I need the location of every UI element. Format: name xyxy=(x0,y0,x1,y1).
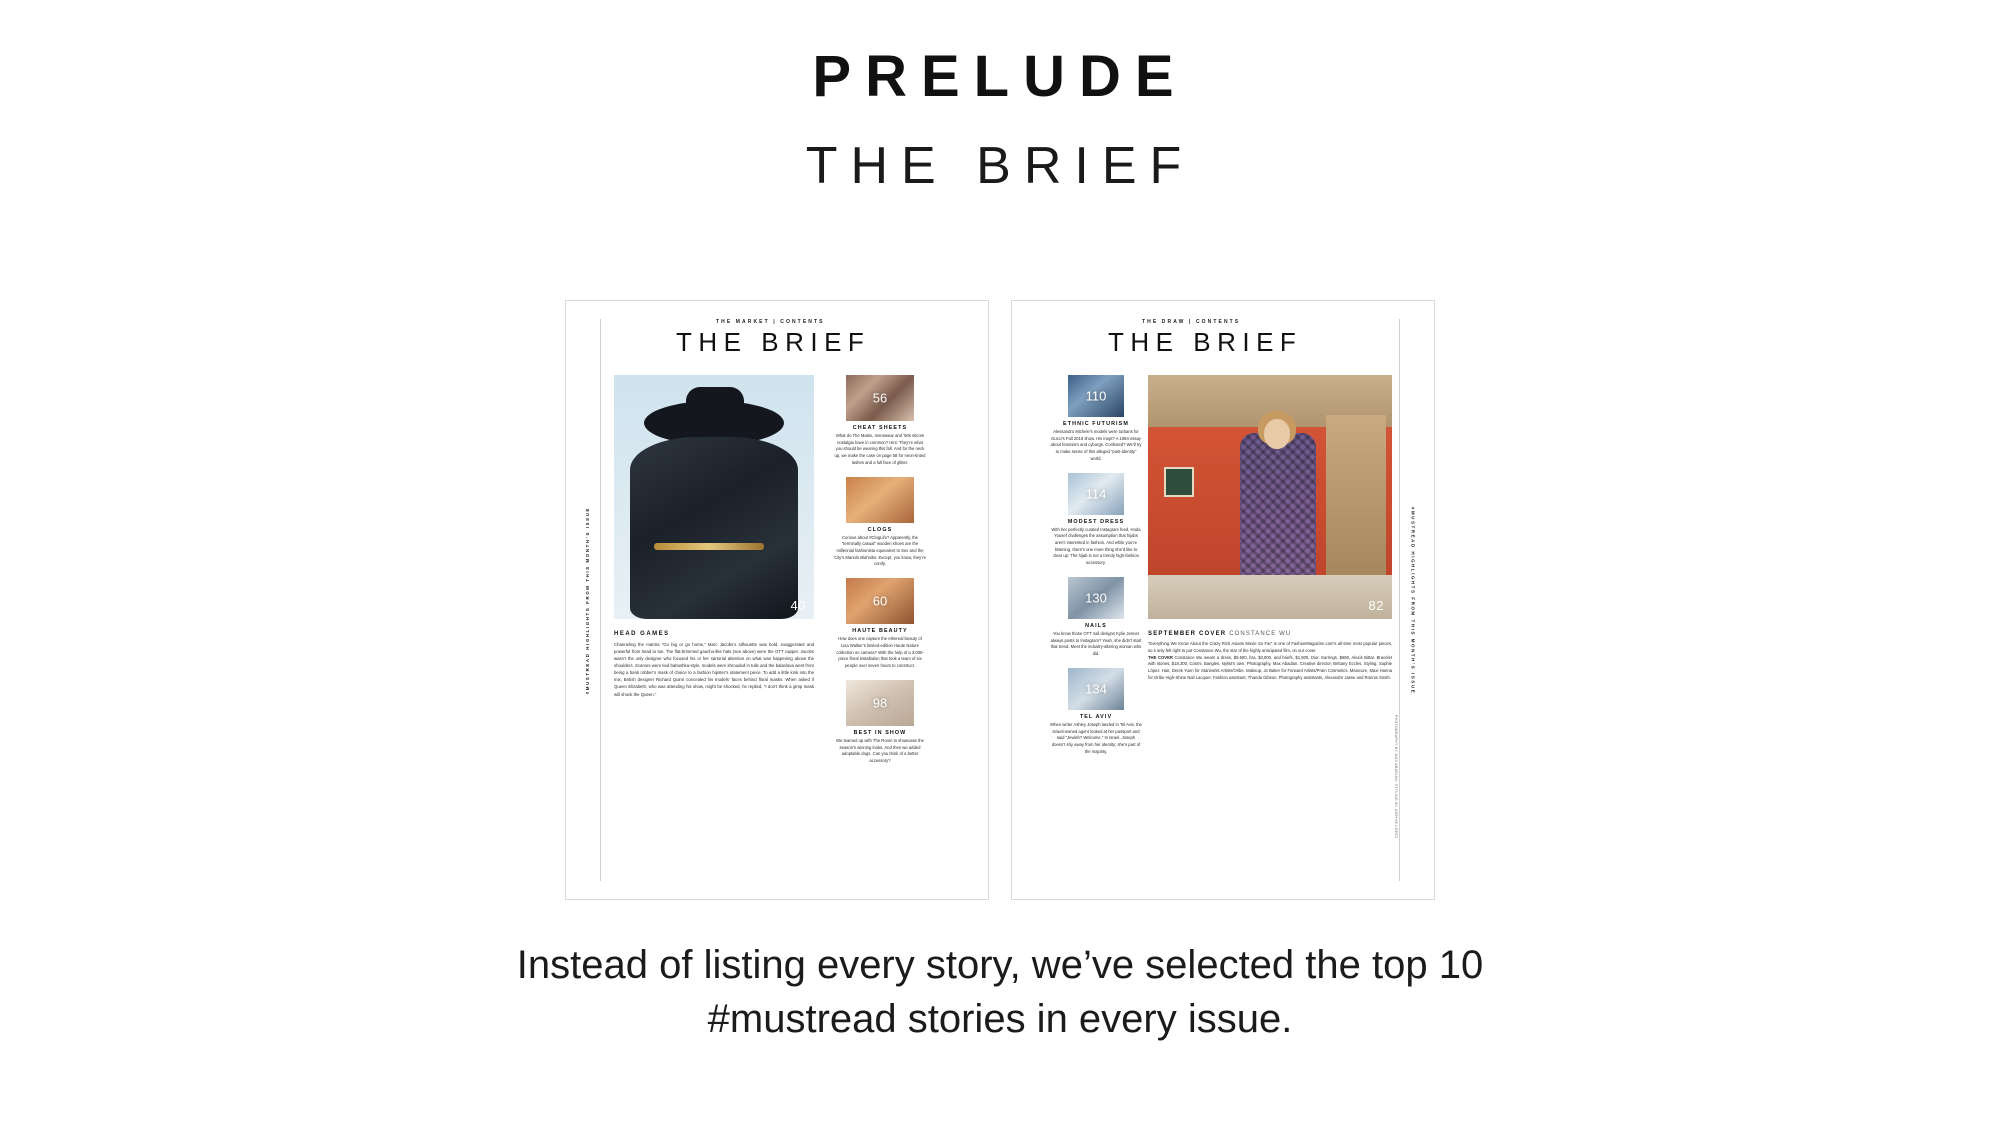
hero-page-number: 40 xyxy=(790,598,806,613)
cover-heading-sub: CONSTANCE WU xyxy=(1229,631,1292,637)
thumbnail-clogs xyxy=(846,477,914,523)
item-body: You know those OTT nail designs Kylie Jenner always posts to Instagram? Yeah, she didn’t start that trend. Meet the industry-altering woman who did. xyxy=(1050,630,1142,657)
item-page-number: 60 xyxy=(872,593,888,609)
list-item xyxy=(1050,375,1142,463)
item-page-number: 110 xyxy=(1085,388,1107,404)
belt-shape xyxy=(654,543,764,550)
page-subtitle: THE BRIEF xyxy=(805,137,1195,195)
item-body: Alessandro Michele’s models were turbans for Gucci’s Fall 2018 show. His inept? A 1984 essay about feminism and cyborgs. Confused? We’ll try to make sense of this alleged “post-identity” world. xyxy=(1050,429,1142,461)
page-title: PRELUDE xyxy=(812,44,1188,109)
item-title: ETHNIC FUTURISM xyxy=(1063,421,1129,427)
item-body: We teamed up with The Room to showcase the season’s winning looks. And then we added adoptable dogs. Can you think of a better accessory? xyxy=(836,737,924,763)
item-title: TEL AVIV xyxy=(1079,713,1113,720)
spine-divider xyxy=(1399,319,1400,881)
item-page-number: 98 xyxy=(872,695,888,711)
thumbnail-ethnic-futurism xyxy=(1068,375,1124,417)
cover-heading-main: SEPTEMBER COVER xyxy=(1148,631,1227,637)
photo-credit: PHOTOGRAPHY BY MAX ABADIAN; STYLING BY SOPHIE LÓPEZ xyxy=(1394,715,1398,839)
item-page-number: 130 xyxy=(1085,590,1107,606)
cover-body-lead: “Everything We Know About the Crazy Rich Asians Movie So Far” is one of FashionMagazine.com’s all-time most popular pieces, so it only felt right to put Constance Wu, the star of the highly anticipated film, on our cover. xyxy=(1148,641,1392,653)
right-page-title: THE BRIEF xyxy=(1108,327,1303,357)
list-item xyxy=(834,680,926,765)
item-title: MODEST DRESS xyxy=(1067,518,1125,525)
list-item xyxy=(1050,577,1142,658)
left-page-contents-rail xyxy=(834,375,926,775)
spine-label: #MUSTREAD HIGHLIGHTS FROM THIS MONTH’S ISSUE xyxy=(1410,507,1416,695)
list-item xyxy=(1050,668,1142,756)
item-body: When writer Ashley Joseph landed in Tel Aviv, the Israeli-owned agent looked at her passport and said “Jewish? Welcome.” In Israel, Joseph doesn’t shy away from her identity; she’s part of the majority. xyxy=(1050,721,1142,754)
item-body: What do The Matrix, menswear and ‘90s sitcom nostalgia have in common? Hint: They’re what you should be wearing this fall. And for the neck up, we make the case on page 58 for neon-tinted lashes and a full face of glitter. xyxy=(834,433,926,465)
right-page-spine-text xyxy=(1400,301,1426,900)
item-title: CHEAT SHEETS xyxy=(852,425,908,431)
framed-art-shape xyxy=(1164,467,1194,497)
thumbnail-best-in-show xyxy=(846,680,914,726)
list-item xyxy=(834,578,926,670)
right-page-contents-rail xyxy=(1050,375,1142,765)
left-page-kicker: THE MARKET | CONTENTS xyxy=(716,319,825,325)
cover-body-credits xyxy=(1148,655,1392,682)
spine-label: #MUSTREAD HIGHLIGHTS FROM THIS MONTH’S ISSUE xyxy=(584,507,590,695)
magazine-spread xyxy=(565,300,1435,900)
list-item xyxy=(834,477,926,569)
story-body: Channeling the mantra “Go big or go home,” Marc Jacobs’s silhouette was bold, exaggerated and powerful from head to toe. The flat-brimmed gaucho-like hats (see above) were the OTT capper. Jacobs wasn’t the only designer who focused his or her sartorial attention on what was happening above the shoulders. Scarves were tied babushka-style, models were shrouded in tulle and the balaclava went from being a bank robber’s mask of choice to a fashion hipster’s statement piece. To add a little kink into the mix, British designer Richard Quinn concealed his models’ faces behind floral masks. When asked if Queen Elizabeth, who was attending his show, might be shocked, he replied, “I don’t think a gimp mask will shock the Queen.” xyxy=(614,642,814,697)
face-shape xyxy=(1264,419,1290,449)
item-page-number: 114 xyxy=(1085,486,1107,502)
hero-image-september-cover xyxy=(1148,375,1392,619)
coat-shape xyxy=(630,437,798,619)
left-page-spine-text xyxy=(574,301,600,900)
item-body: Curious about #ClogLife? Apparently, the “terminally casual” wooden shoes are the millennial fashionista equivalent to Sex and the City’s Manolo Blahniks. Except, you know, they’re comfy. xyxy=(834,534,926,567)
caption-line-1: Instead of listing every story, we’ve selected the top 10 xyxy=(516,943,1484,987)
item-body: How does one capture the ethereal beauty of Lisa Walker’s limited-edition Haute Nature collection on camera? With the help of a 3,000-piece floral installation that took a team of six people over seven hours to construct. xyxy=(836,636,924,669)
floor-shape xyxy=(1148,575,1392,619)
september-cover-block xyxy=(1148,631,1392,682)
caption-line-2: #mustread stories in every issue. xyxy=(707,997,1293,1041)
item-title: CLOGS xyxy=(867,526,893,533)
item-page-number: 56 xyxy=(872,390,888,406)
cover-heading xyxy=(1148,631,1392,637)
thumbnail-haute-beauty xyxy=(846,578,914,624)
list-item xyxy=(1050,473,1142,567)
story-heading: HEAD GAMES xyxy=(614,631,670,637)
thumbnail-cheat-sheets xyxy=(846,375,914,421)
thumbnail-tel-aviv xyxy=(1068,668,1124,710)
story-head-games xyxy=(614,631,814,698)
thumbnail-modest-dress xyxy=(1068,473,1124,515)
slide-caption xyxy=(0,938,2000,1046)
list-item xyxy=(834,375,926,467)
spread-page-left xyxy=(565,300,989,900)
deck-header xyxy=(0,44,2000,195)
hat-crown-shape xyxy=(686,387,744,417)
cover-credits-label: THE COVER xyxy=(1148,654,1173,660)
thumbnail-nails xyxy=(1068,577,1124,619)
cover-credits-text: Constance Wu wears a dress, $9,500, bra, $3,900, and briefs, $1,800, Dior. Earrings, $680, Alexis Bittar. Bracelet with stones, $18,300, Cosmi. Bangles, stylist’s own. Photography, Max Abadian. Creative director, Brittany Eccles. Styling, Sophie López. Hair, Derek Yuen for Starworks Artists/Oribe. Makeup, Jo Baker for Forward Artists/Pram Cosmetics. Manicure, Maxi Hanna for Oribe High-Shine Nail Lacquer. Fashion assistant, Thanda Gibson. Photography assistants, Alexandre Jasse and Ronnie Smith. xyxy=(1148,654,1392,680)
right-page-kicker: THE DRAW | CONTENTS xyxy=(1142,319,1241,325)
hero-image-head-games xyxy=(614,375,814,619)
item-title: HAUTE BEAUTY xyxy=(852,628,908,635)
left-page-title: THE BRIEF xyxy=(676,327,871,357)
item-title: NAILS xyxy=(1085,622,1107,629)
spread-page-right xyxy=(1011,300,1435,900)
hero-page-number: 82 xyxy=(1368,598,1384,613)
item-body: With her perfectly curated Instagram feed, Hoda Yousef challenges the assumption that hijabs aren’t interested in fashion. And while you’re listening, there’s one more thing she’d like to clear up: The hijab is not a trendy high-fashion accessory. xyxy=(1051,526,1141,566)
spine-divider xyxy=(600,319,601,881)
item-title: BEST IN SHOW xyxy=(853,729,907,736)
item-page-number: 134 xyxy=(1085,681,1107,697)
